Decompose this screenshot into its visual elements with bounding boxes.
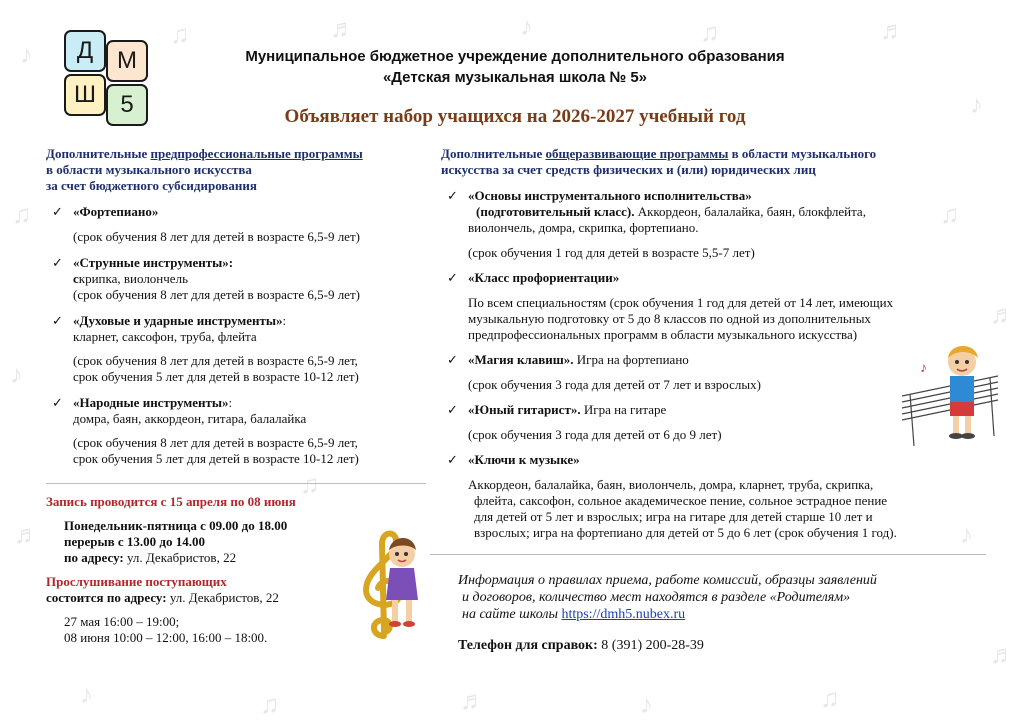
phone-line xyxy=(458,638,704,654)
boy-on-staff-illustration xyxy=(900,336,1000,456)
program-description: Игра на фортепиано xyxy=(573,352,689,367)
program-description: для детей от 5 лет и взрослых; игра на гитаре для детей старше 10 лет и xyxy=(474,509,873,524)
program-description: По всем специальностям (срок обучения 1 год для детей от 14 лет, имеющих xyxy=(468,295,894,310)
check-icon: ✓ xyxy=(447,270,458,285)
left-heading xyxy=(46,146,426,194)
heading-text: в области музыкального искусства xyxy=(46,162,252,177)
colon: : xyxy=(282,313,287,328)
audition-place: ул. Декабристов, 22 xyxy=(166,590,279,605)
audition-date: 27 мая 16:00 – 19:00; xyxy=(64,614,180,629)
heading-text: в области музыкального xyxy=(728,146,877,161)
audition-place-label: состоится по адресу: xyxy=(46,590,167,605)
program-item-piano xyxy=(46,204,426,245)
check-icon: ✓ xyxy=(447,352,458,367)
program-description: Аккордеон, балалайка, баян, блокфлейта, xyxy=(634,204,866,219)
heading-text: Дополнительные xyxy=(441,146,546,161)
program-item-strings xyxy=(46,255,426,303)
enrollment-info xyxy=(46,494,376,646)
logo-letter: Д xyxy=(64,30,106,72)
svg-text:♪: ♪ xyxy=(920,361,927,376)
program-note: срок обучения 5 лет для детей в возрасте 10-12 лет) xyxy=(73,451,359,466)
program-description: взрослых; игра на фортепиано для детей от 5 до 6 лет (срок обучения 1 год). xyxy=(474,525,897,540)
school-website-link[interactable]: https://dmh5.nubex.ru xyxy=(561,607,686,622)
check-icon: ✓ xyxy=(52,395,63,410)
school-logo xyxy=(62,28,146,120)
check-icon: ✓ xyxy=(447,402,458,417)
phone-number: 8 (391) 200-28-39 xyxy=(597,638,704,653)
program-title: «Основы инструментального исполнительства» xyxy=(468,188,752,203)
check-icon: ✓ xyxy=(52,313,63,328)
treble-clef-girl-illustration xyxy=(352,524,422,644)
check-icon: ✓ xyxy=(52,204,63,219)
enrollment-break: перерыв с 13.00 до 14.00 xyxy=(64,534,206,549)
heading-text: Дополнительные xyxy=(46,146,151,161)
program-note: (срок обучения 3 года для детей от 7 лет и взрослых) xyxy=(468,377,761,392)
program-description: предпрофессиональных программ в области музыкального искусства) xyxy=(468,327,858,342)
program-item-winds xyxy=(46,313,426,385)
program-item-keys-to-music xyxy=(441,452,981,541)
check-icon: ✓ xyxy=(447,188,458,203)
phone-label: Телефон для справок: xyxy=(458,638,598,653)
program-instruments: крипка, виолончель xyxy=(78,271,188,286)
info-text: на сайте школы xyxy=(462,607,562,622)
check-icon: ✓ xyxy=(52,255,63,270)
program-description: флейта, саксофон, сольное академическое пение, сольное эстрадное пение xyxy=(474,493,888,508)
program-title: «Магия клавиш». xyxy=(468,352,574,367)
address-label: по адресу: xyxy=(64,550,124,565)
logo-letter: Ш xyxy=(64,74,106,116)
logo-letter: М xyxy=(106,40,148,82)
program-note: (срок обучения 8 лет для детей в возрасте 6,5-9 лет, xyxy=(73,435,358,450)
school-name: «Детская музыкальная школа № 5» xyxy=(382,69,648,86)
info-text: Информация о правилах приема, работе комиссий, образцы заявлений xyxy=(458,573,877,588)
program-item-career-guidance xyxy=(441,270,981,343)
program-item-folk xyxy=(46,395,426,467)
program-title: «Струнные инструменты»: xyxy=(73,255,234,270)
background-music-notes: ♪ ♫ ♬ ♪ ♫ ♬ ♪ ♫ ♬ ♫ ♪ ♬ ♪ ♫ ♬ ♪ ♫ ♬ ♪ ♫ xyxy=(10,12,1016,719)
program-note: (срок обучения 3 года для детей от 6 до 9 лет) xyxy=(468,427,722,442)
program-title: «Народные инструменты» xyxy=(73,395,229,410)
program-title: «Ключи к музыке» xyxy=(468,452,580,467)
program-title: «Юный гитарист». xyxy=(468,402,581,417)
program-title: «Фортепиано» xyxy=(73,204,159,219)
heading-text: за счет бюджетного субсидирования xyxy=(46,178,257,193)
program-title: «Класс профориентации» xyxy=(468,270,620,285)
program-description: Аккордеон, балалайка, баян, виолончель, домра, кларнет, труба, скрипка, xyxy=(468,477,874,492)
program-description: Игра на гитаре xyxy=(580,402,667,417)
right-heading xyxy=(441,146,981,178)
divider xyxy=(430,554,986,555)
check-icon: ✓ xyxy=(447,452,458,467)
divider xyxy=(46,483,426,484)
enrollment-days: Понедельник-пятница с 09.00 до 18.00 xyxy=(64,518,288,533)
program-item-instrumental-basics xyxy=(441,188,981,261)
program-instruments-first: с xyxy=(73,271,79,286)
heading-underlined: предпрофессиональные программы xyxy=(150,146,363,161)
info-block xyxy=(458,572,988,623)
colon: : xyxy=(228,395,233,410)
program-note: срок обучения 5 лет для детей в возрасте 10-12 лет) xyxy=(73,369,359,384)
institution-header xyxy=(170,46,860,88)
program-instruments: кларнет, саксофон, труба, флейта xyxy=(73,329,257,344)
heading-underlined: общеразвивающие программы xyxy=(545,146,729,161)
institution-name: Муниципальное бюджетное учреждение дополнительного образования xyxy=(245,48,785,65)
program-instruments: домра, баян, аккордеон, гитара, балалайка xyxy=(73,411,307,426)
announcement-title: Объявляет набор учащихся на 2026-2027 учебный год xyxy=(284,106,746,127)
program-description: музыкальную подготовку от 5 до 8 классов по одной из дополнительных xyxy=(468,311,871,326)
logo-letter: 5 xyxy=(106,84,148,126)
program-note: (срок обучения 8 лет для детей в возрасте 6,5-9 лет, xyxy=(73,353,358,368)
enrollment-heading: Запись проводится с 15 апреля по 08 июня xyxy=(46,494,296,509)
heading-text: искусства за счет средств физических и (или) юридических лиц xyxy=(441,162,816,177)
program-title: «Духовые и ударные инструменты» xyxy=(73,313,283,328)
info-text: и договоров, количество мест находятся в разделе «Родителям» xyxy=(462,590,851,605)
pre-professional-programs xyxy=(46,146,426,467)
program-subtitle: (подготовительный класс). xyxy=(476,204,635,219)
program-note: (срок обучения 8 лет для детей в возрасте 6,5-9 лет) xyxy=(73,287,360,302)
program-note: (срок обучения 8 лет для детей в возрасте 6,5-9 лет) xyxy=(73,229,360,244)
program-note: (срок обучения 1 год для детей в возрасте 5,5-7 лет) xyxy=(468,245,755,260)
program-description: виолончель, домра, скрипка, фортепиано. xyxy=(468,220,699,235)
audition-date: 08 июня 10:00 – 12:00, 16:00 – 18:00. xyxy=(64,630,268,645)
audition-heading: Прослушивание поступающих xyxy=(46,574,227,589)
address: ул. Декабристов, 22 xyxy=(123,550,237,565)
